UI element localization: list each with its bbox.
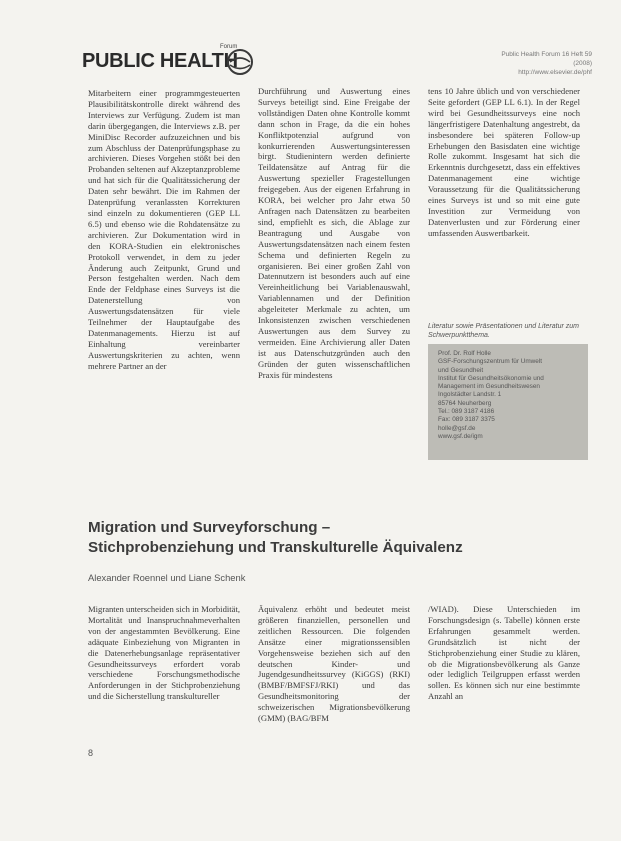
article-authors: Alexander Roennel und Liane Schenk	[88, 572, 246, 583]
public-health-logo	[82, 44, 252, 80]
contact-line: Institut für Gesundheitsökonomie und	[438, 374, 544, 382]
text-column-1: Mitarbeitern einer programmgesteuerten Plausibilitätskontrolle direkt während des Interviews zur Verfügung. Zudem ist man darin übergegangen, die Interviews z.B. per MiniDisc Recorder aufzuzeichnen und bis zum Abschluss der Datenprüfungsphase zu archivieren. Dieses Vorgehen stößt bei den Probanden seltenen auf Akzeptanzprobleme und hat sich für die Qualitätssicherung der Daten sehr bewährt. Die im Rahmen der Datenprüfung veranlassten Korrekturen sind einzeln zu dokumentieren (GEP LL 6.5) und ebenso wie die Rohdatensätze zu archivieren. Zur Dokumentation wird in den KORA-Studien ein elektronisches Protokoll verwendet, in dem zu jeder Änderung auch Zeitpunkt, Grund und Person festgehalten werden. Nach dem Ende der Feldphase eines Surveys ist die Datenerstellung von Auswertungsdatensätzen für viele Teilnehmer der Hauptaufgabe des Datenmanagements. Hierzu ist auf Einhaltung vereinbarter Auswertungskriterien zu achten, wenn mehrere Partner an der	[88, 88, 240, 371]
article-title	[88, 518, 558, 558]
article-column-1: Migranten unterscheiden sich in Morbidität, Mortalität und Inanspruchnahmeverhalten von der angestammten Bevölkerung. Eine adäquate Einbeziehung von Migranten in die Datenerhebungsanlage repräsentativer Gesundheitssurveys erfordert vorab verschiedene Forschungsmethodische Anforderungen in der Stichprobenziehung und die Sicherstellung transkultureller	[88, 604, 240, 702]
text-column-2: Durchführung und Auswertung eines Surveys beteiligt sind. Eine Freigabe der vollständigen Daten ohne Kontrolle kommt dann schon in Frage, da die ein hohes Konfliktpotenzial aufgrund von konkurrierenden Auswertungsinteressen birgt. Studienintern werden definierte Teildatensätze auf Antrag für die Auswertung spezieller Fragestellungen freigegeben. Aus der eigenen Erfahrung in KORA, bei welcher pro Jahr etwa 50 Anfragen nach Datensätzen zu bearbeiten sind, empfiehlt es sich, die Ablage zur Beantragung und Ausgabe von Auswertungsdatensätzen nach einem festen Schema und definierten Regeln zu organisieren. Bei einer großen Zahl von Datennutzern ist besonders auch auf eine Vereinheitlichung bei Variablenauswahl, Variablennamen und der Definition abgeleiteter Merkmale zu achten, um Inkonsistenzen zwischen verschiedenen Auswertungen aus dem Survey zu vermeiden. Eine Archivierung aller Daten ist aus Datenschutzgründen auch den Gründen der guten wissenschaftlichen Praxis für mindestens	[258, 86, 410, 380]
page-number: 8	[88, 748, 94, 758]
contact-line: Prof. Dr. Rolf Holle	[438, 350, 491, 357]
contact-line: Tel.: 089 3187 4186	[438, 408, 495, 416]
logo-superscript: Forum	[220, 44, 238, 50]
contact-lines	[438, 350, 582, 441]
contact-line: Fax: 089 3187 3375	[438, 416, 495, 424]
article-title-line-2: Stichprobenziehung und Transkulturelle Äquivalenz	[88, 539, 463, 556]
contact-line: und Gesundheit	[438, 366, 484, 374]
text-column-3: tens 10 Jahre üblich und von verschiedener Seite gefordert (GEP LL 6.1). In der Regel wird bei Gesundheitssurveys eine noch längerfristigere Datenhaltung angestrebt, da insbesondere bei späteren Follow-up Erhebungen den Basisdaten eine wichtige Rolle zukommt. Insgesamt hat sich die Erkenntnis durchgesetzt, dass ein effektives Datenmanagement eine wichtige Voraussetzung für die Qualitätssicherung eines Surveys ist und so mit eine gute Investition zur Vermeidung von Datenverlusten und zur Förderung einer umfassenden Auswertbarkeit.	[428, 86, 580, 238]
journal-reference	[492, 50, 592, 77]
journal-citation: Public Health Forum 16 Heft 59 (2008)	[501, 51, 592, 67]
literature-note: Literatur sowie Präsentationen und Literatur zum Schwerpunktthema.	[428, 323, 579, 339]
article-title-line-1: Migration und Surveyforschung –	[88, 519, 331, 536]
contact-line: www.gsf.de/igm	[438, 432, 483, 440]
contact-line: 85764 Neuherberg	[438, 399, 492, 407]
contact-line: holle@gsf.de	[438, 424, 476, 432]
article-column-2: Äquivalenz erhöht und bedeutet meist größeren finanziellen, personellen und zeitlichen Ressourcen. Die folgenden Ansätze einer migrationssensiblen Vorgehensweise beziehen sich auf den deutschen Kinder- und Jugendgesundheitssurvey (KiGGS) (RKI) (BMBF/BMFSFJ/RKI) und das Gesundheitsmonitoring der schweizerischen Migrationsbevölkerung (GMM) (BAG/BFM	[258, 604, 410, 724]
article-column-3: /WIAD). Diese Unterschieden im Forschungsdesign (s. Tabelle) können erste Erfahrungen gesammelt werden. Grundsätzlich ist nicht der Stichprobenziehung einer Studie zu klären, ob die Migrationsbevölkerung als Ganze oder lediglich Teilgruppen erfasst werden sollen. Es können sich nur eine bestimmte Anzahl an	[428, 604, 580, 702]
contact-line: Ingolstädter Landstr. 1	[438, 391, 502, 399]
journal-url: http://www.elsevier.de/phf	[518, 69, 592, 76]
contact-info-box	[428, 344, 588, 460]
contact-line: GSF-Forschungszentrum für Umwelt	[438, 358, 543, 366]
contact-line: Management im Gesundheitswesen	[438, 383, 540, 391]
logo-text: PUBLIC HEALTH	[82, 50, 238, 72]
globe-icon	[226, 48, 254, 76]
